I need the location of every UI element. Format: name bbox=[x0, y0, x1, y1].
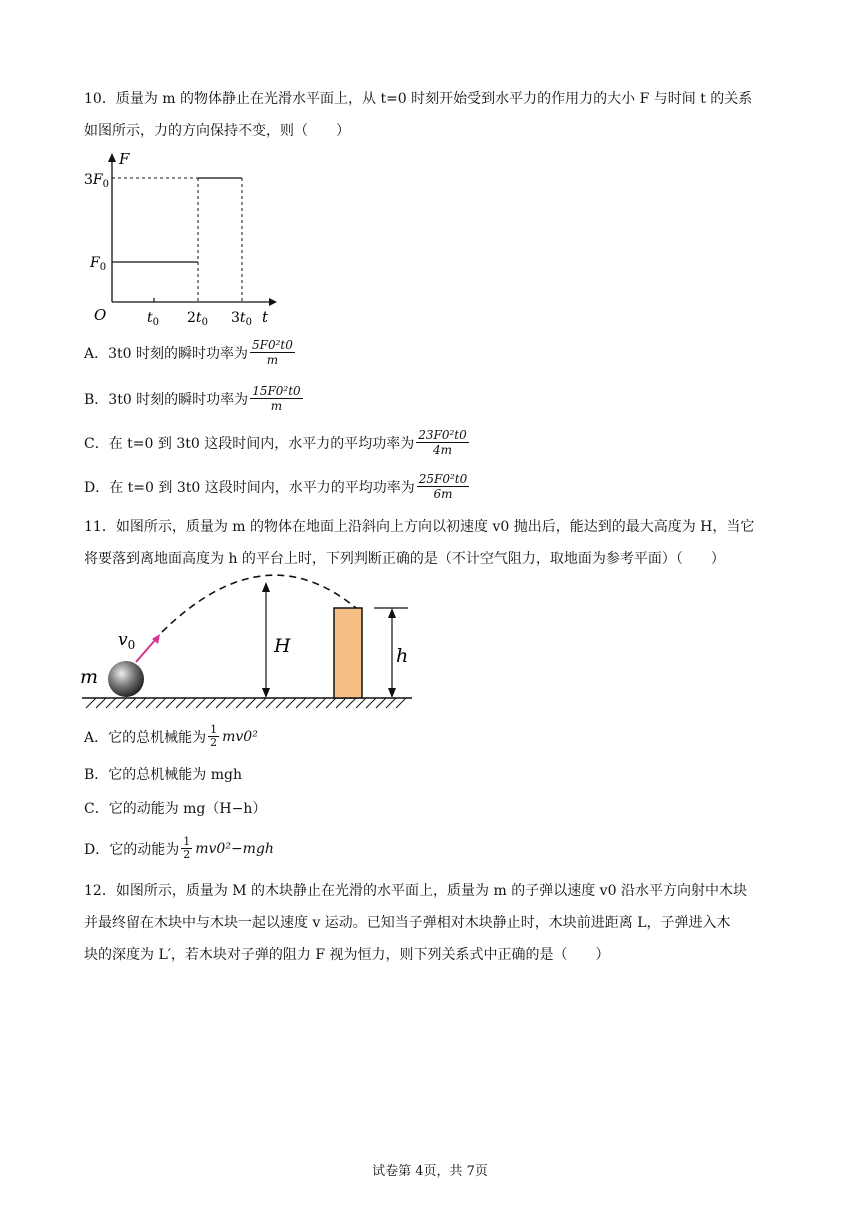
q10-option-b-text: B．3t0 时刻的瞬时功率为 bbox=[84, 391, 249, 408]
q10-option-c-fraction: $\frac{\text{23F0²t0}}{4m}$ bbox=[418, 428, 467, 457]
x-tick-3t0: $3t_0$ bbox=[231, 310, 252, 328]
platform bbox=[334, 608, 362, 698]
q10-option-c[interactable] bbox=[84, 428, 469, 457]
q11-option-a-fraction: $\frac{1}{2}$ bbox=[210, 723, 218, 749]
q10-option-a[interactable] bbox=[84, 338, 295, 367]
trajectory bbox=[162, 575, 356, 632]
q10-option-d-text: D．在 t=0 到 3t0 这段时间内，水平力的平均功率为 bbox=[84, 479, 415, 496]
q11-option-a-suffix: mv0² bbox=[222, 728, 258, 745]
origin-label: O bbox=[94, 306, 107, 324]
q10-option-d-fraction: $\frac{\text{25F0²t0}}{6m}$ bbox=[418, 472, 468, 501]
q11-option-b[interactable]: B．它的总机械能为 mgh bbox=[84, 767, 242, 783]
velocity-arrow bbox=[136, 639, 156, 662]
q10-stem-line1: 10．质量为 m 的物体静止在光滑水平面上，从 t=0 时刻开始受到水平力的作用力的大小 F 与时间 t 的关系 bbox=[84, 91, 753, 107]
q10-option-a-text: A．3t0 时刻的瞬时功率为 bbox=[84, 345, 249, 362]
page-footer: 试卷第 4页，共 7页 bbox=[372, 1164, 488, 1179]
y-tick-f0: $F_0$ bbox=[90, 255, 107, 273]
force-time-graph bbox=[84, 148, 284, 328]
q11-option-d[interactable] bbox=[84, 836, 274, 861]
t-axis-arrow bbox=[269, 298, 277, 306]
mass-label: m bbox=[80, 666, 99, 688]
max-height-label: H bbox=[274, 635, 291, 657]
q12-stem-line3: 块的深度为 L′，若木块对子弹的阻力 F 视为恒力，则下列关系式中正确的是（ ） bbox=[84, 947, 610, 963]
q11-option-a[interactable] bbox=[84, 724, 258, 749]
q10-option-a-fraction: $\frac{\text{5F0²t0}}{m}$ bbox=[252, 338, 293, 367]
platform-height-label: h bbox=[396, 645, 409, 667]
x-tick-2t0: $2t_0$ bbox=[187, 310, 208, 328]
q10-option-b[interactable] bbox=[84, 384, 303, 413]
projectile-figure bbox=[74, 570, 424, 715]
q11-option-c[interactable]: C．它的动能为 mg（H−h） bbox=[84, 801, 267, 817]
q11-stem-line1: 11．如图所示，质量为 m 的物体在地面上沿斜向上方向以初速度 v0 抛出后，能达到的最大高度为 H，当它 bbox=[84, 519, 755, 535]
q11-option-d-text: D．它的动能为 bbox=[84, 841, 180, 858]
t-axis-label: t bbox=[262, 308, 269, 326]
ball bbox=[108, 661, 144, 697]
q11-option-a-text: A．它的总机械能为 bbox=[84, 729, 207, 746]
q11-stem-line2: 将要落到离地面高度为 h 的平台上时，下列判断正确的是（不计空气阻力，取地面为参考平面）（ ） bbox=[84, 551, 725, 567]
q10-stem-line2: 如图所示，力的方向保持不变，则（ ） bbox=[84, 123, 350, 139]
velocity-label: $v_0$ bbox=[118, 630, 136, 652]
ground-hatching bbox=[86, 698, 406, 708]
q12-stem-line1: 12．如图所示，质量为 M 的木块静止在光滑的水平面上，质量为 m 的子弹以速度 v0 沿水平方向射中木块 bbox=[84, 883, 747, 899]
y-tick-3f0: $3F_0$ bbox=[84, 172, 110, 190]
q11-option-d-fraction: $\frac{1}{2}$ bbox=[183, 835, 191, 861]
x-tick-t0: $t_0$ bbox=[147, 310, 160, 328]
q11-option-d-suffix: mv0²−mgh bbox=[195, 840, 274, 857]
f-axis-arrow bbox=[108, 153, 116, 162]
q10-option-d[interactable] bbox=[84, 472, 469, 501]
q10-option-b-fraction: $\frac{\text{15F0²t0}}{m}$ bbox=[252, 384, 301, 413]
q10-option-c-text: C．在 t=0 到 3t0 这段时间内，水平力的平均功率为 bbox=[84, 435, 415, 452]
f-axis-label: F bbox=[119, 150, 130, 168]
q12-stem-line2: 并最终留在木块中与木块一起以速度 v 运动。已知当子弹相对木块静止时，木块前进距离 L，子弹进入木 bbox=[84, 915, 731, 931]
